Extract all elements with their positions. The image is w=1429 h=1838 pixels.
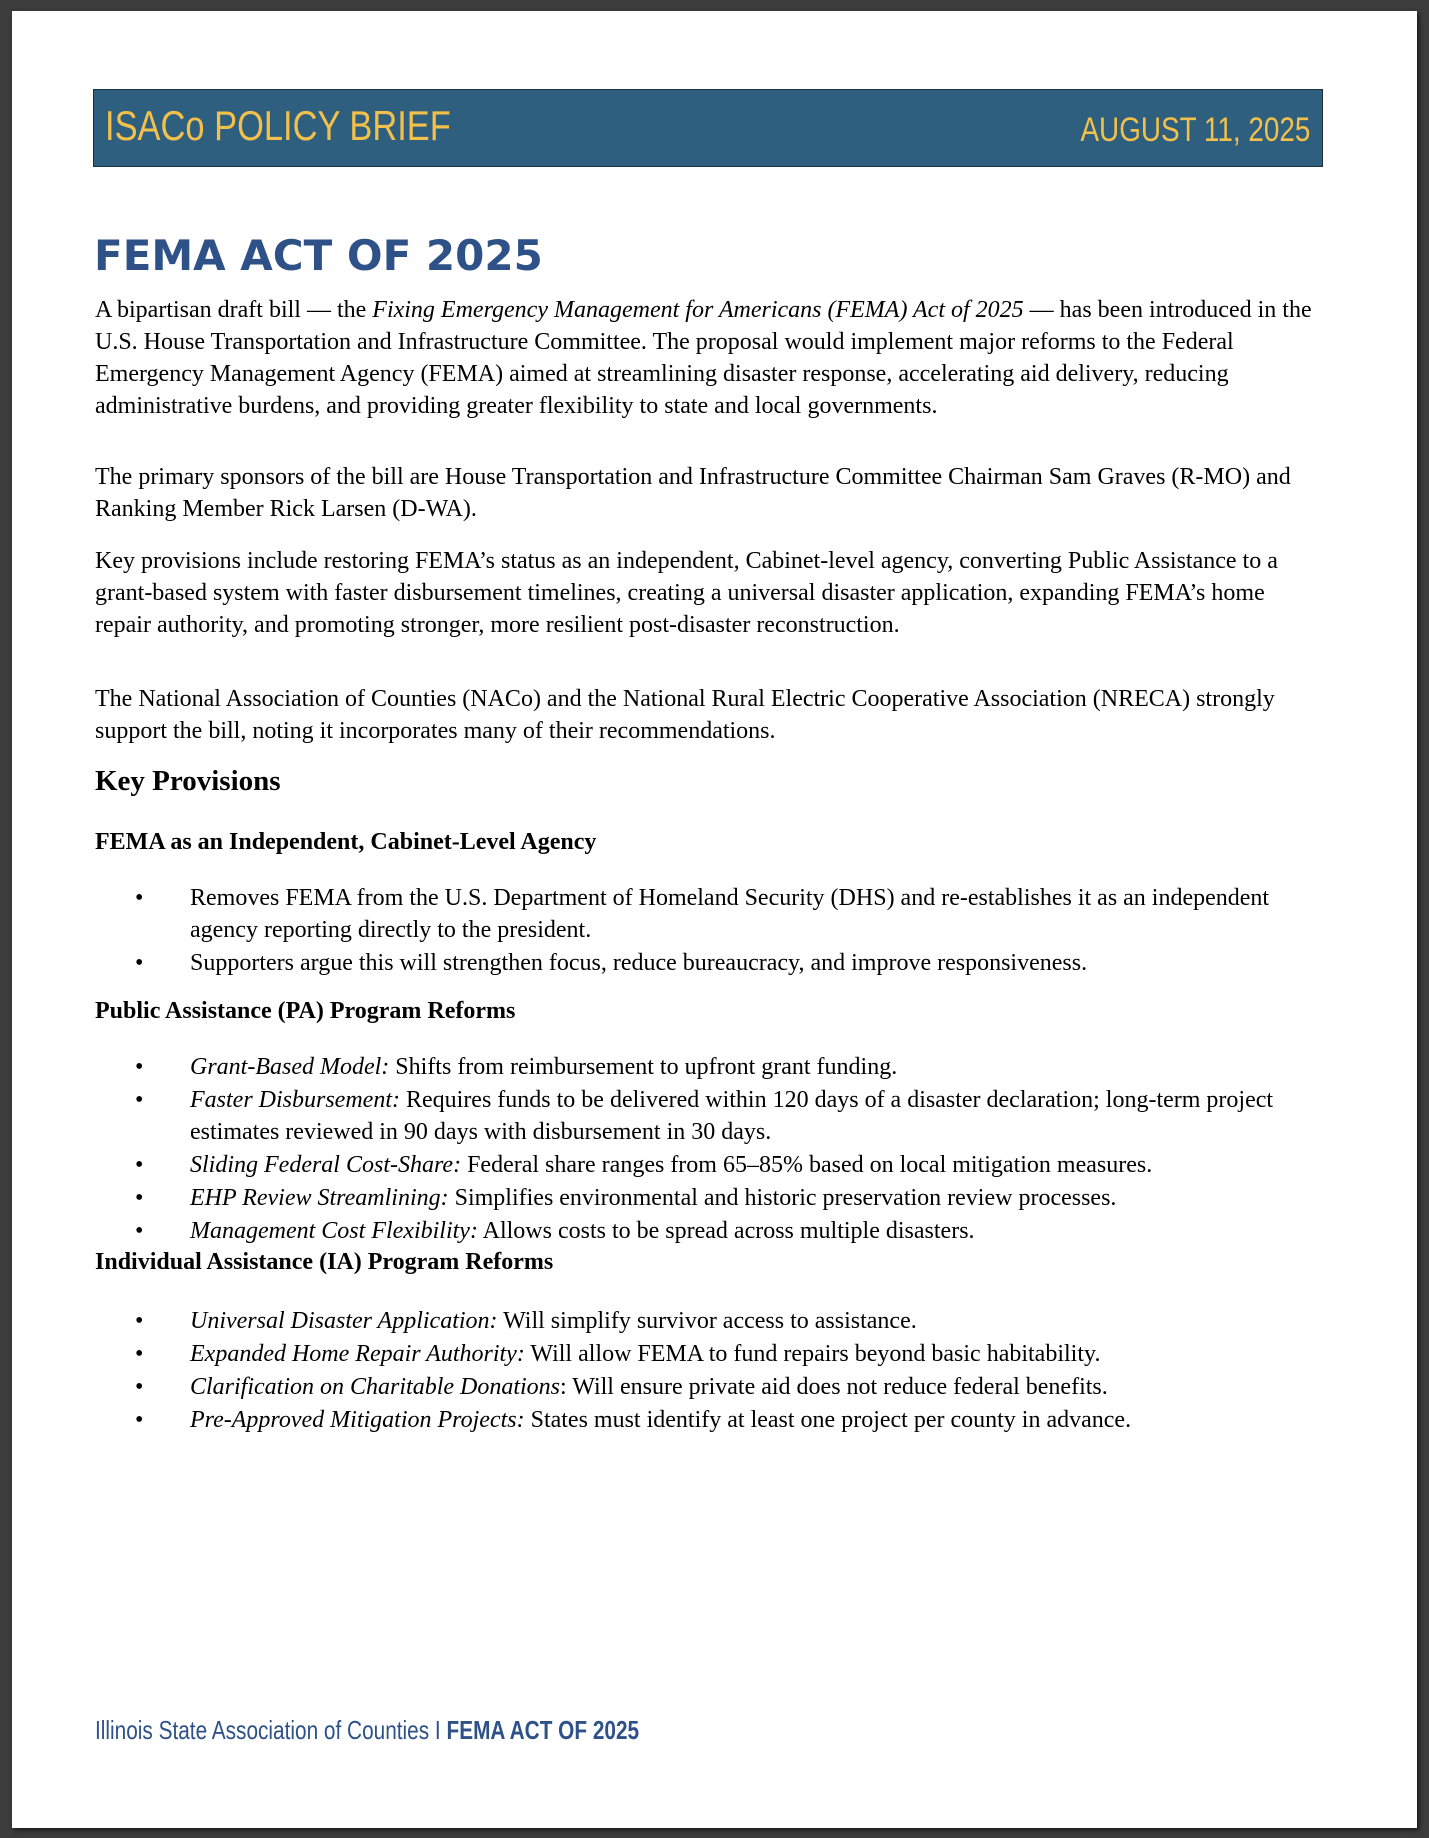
section-list-independent-agency [95,882,1325,980]
list-item [95,1338,1325,1370]
list-item [95,1404,1325,1436]
bullet-icon: • [135,1308,144,1334]
list-item-text: States must identify at least one project per county in advance. [524,1407,1132,1433]
list-item [95,882,1325,946]
footer-separator: I [429,1715,447,1745]
brand-title: ISACo POLICY BRIEF [105,102,451,149]
document-page [12,11,1417,1828]
list-item [95,1149,1325,1181]
bullet-icon: • [135,1218,144,1244]
list-item-text: Requires funds to be delivered within 120 days of a disaster declaration; long-term project estimates reviewed in 90 days with disbursement in 30 days. [190,1087,1274,1145]
bullet-icon: • [135,1054,144,1080]
list-item-text: Shifts from reimbursement to upfront grant funding. [389,1054,898,1080]
bullet-icon: • [135,1152,144,1178]
list-item-text: Federal share ranges from 65–85% based on local mitigation measures. [461,1152,1153,1178]
section-list-pa-reforms [95,1051,1325,1248]
section-heading-ia-reforms: Individual Assistance (IA) Program Reforms [95,1249,554,1275]
list-item-lead: Management Cost Flexibility: [190,1218,478,1244]
list-item-lead: Expanded Home Repair Authority: [190,1341,525,1367]
list-item-lead: Grant-Based Model: [190,1054,390,1080]
brief-date: AUGUST 11, 2025 [1080,111,1310,149]
list-item [95,1051,1325,1083]
list-item [95,947,1325,979]
list-item-text: Removes FEMA from the U.S. Department of Homeland Security (DHS) and re-establishes it as an independent agency reporting directly to the president. [190,885,1270,943]
list-item-text: Simplifies environmental and historic preservation review processes. [448,1185,1117,1211]
list-item-text: Allows costs to be spread across multiple disasters. [477,1218,975,1244]
list-item-lead: EHP Review Streamlining: [190,1185,449,1211]
list-item [95,1371,1325,1403]
list-item-lead: Faster Disbursement: [190,1087,400,1113]
list-item-text: : Will ensure private aid does not reduce federal benefits. [560,1374,1108,1400]
intro-paragraph-1 [95,294,1325,422]
list-item [95,1215,1325,1247]
list-item-lead: Universal Disaster Application: [190,1308,498,1334]
list-item [95,1305,1325,1337]
bullet-icon: • [135,1185,144,1211]
list-item-text: Will simplify survivor access to assistance. [497,1308,917,1334]
list-item-lead: Pre-Approved Mitigation Projects: [190,1407,525,1433]
list-item-text: Supporters argue this will strengthen focus, reduce bureaucracy, and improve responsiveness. [190,950,1088,976]
bullet-icon: • [135,1407,144,1433]
bullet-icon: • [135,1374,144,1400]
key-provisions-heading: Key Provisions [95,765,281,797]
intro-text-rest: — has been introduced in the U.S. House Transportation and Infrastructure Committee. The proposal would implement major reforms to the Federal Emergency Management Agency (FEMA) aimed at streamlining disaster response, accelerating aid delivery, reducing administrative burdens, and providing greater flexibility to state and local governments. [95,297,1312,419]
bill-name: Fixing Emergency Management for Americans (FEMA) Act of 2025 [372,297,1024,323]
bullet-icon: • [135,950,144,976]
section-heading-independent-agency: FEMA as an Independent, Cabinet-Level Agency [95,829,597,855]
list-item-lead: Clarification on Charitable Donations [190,1374,561,1400]
intro-paragraph-3: Key provisions include restoring FEMA’s status as an independent, Cabinet-level agency, converting Public Assistance to a grant-based system with faster disbursement timelines, creating a universal disaster application, expanding FEMA’s home repair authority, and promoting stronger, more resilient post-disaster reconstruction. [95,548,1278,638]
intro-paragraph-4: The National Association of Counties (NACo) and the National Rural Electric Cooperative Association (NRECA) strongly support the bill, noting it incorporates many of their recommendations. [95,686,1275,744]
bullet-icon: • [135,885,144,911]
list-item [95,1084,1325,1148]
footer-org: Illinois State Association of Counties [95,1715,430,1745]
list-item-text: Will allow FEMA to fund repairs beyond basic habitability. [524,1341,1101,1367]
list-item-lead: Sliding Federal Cost-Share: [190,1152,462,1178]
page-title: FEMA ACT OF 2025 [94,231,543,280]
section-list-ia-reforms [95,1305,1325,1437]
bullet-icon: • [135,1087,144,1113]
section-heading-pa-reforms: Public Assistance (PA) Program Reforms [95,998,516,1024]
bullet-icon: • [135,1341,144,1367]
footer-doc-title: FEMA ACT OF 2025 [446,1715,640,1745]
list-item [95,1182,1325,1214]
intro-paragraph-2: The primary sponsors of the bill are House Transportation and Infrastructure Committee Chairman Sam Graves (R-MO) and Ranking Member Rick Larsen (D-WA). [95,464,1291,522]
header-banner [93,89,1323,167]
page-footer [95,1714,639,1746]
intro-text-lead: A bipartisan draft bill — the [95,297,373,323]
